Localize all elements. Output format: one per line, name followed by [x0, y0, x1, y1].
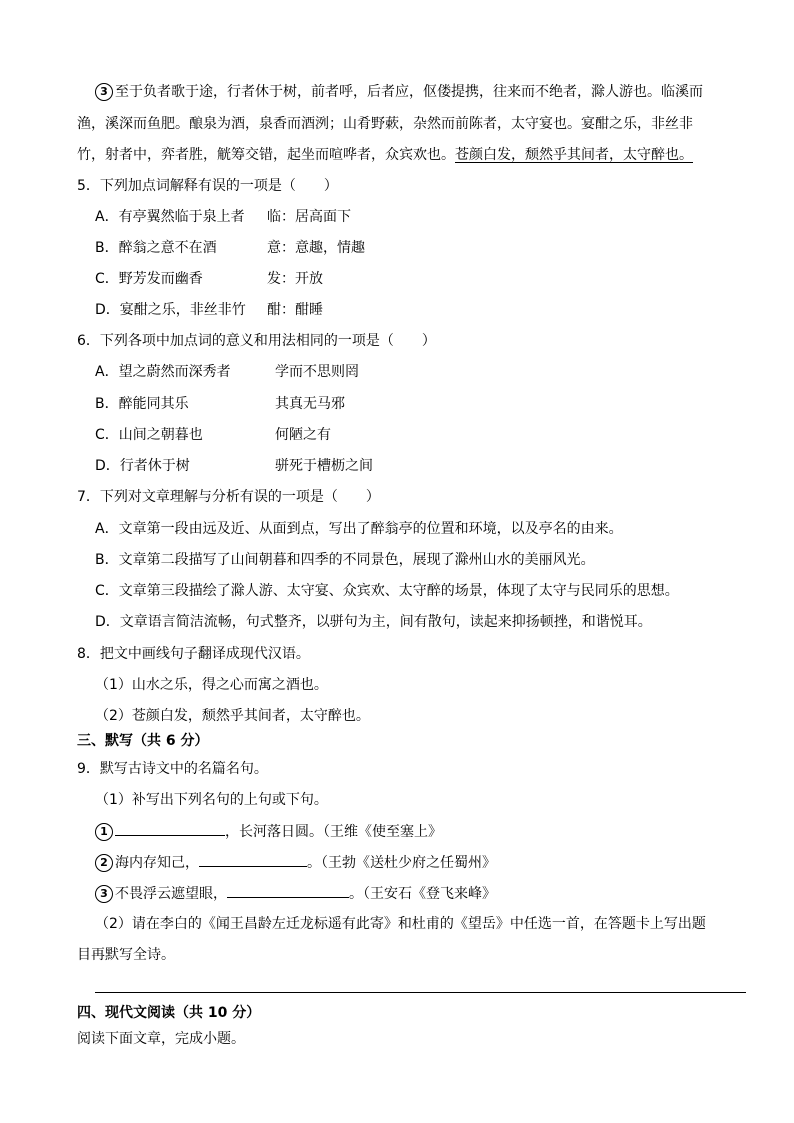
option-text: D．宴酣之乐，非丝非竹 [95, 302, 246, 318]
passage-text-1: 至于负者歌于途，行者休于树，前者呼，后者应，伛偻提携，往来而不绝者，滁人游也。临溪而 [115, 84, 703, 100]
blank-after-text: ，长河落日圆。（王维《使至塞上》 [225, 824, 442, 840]
section-divider [95, 992, 746, 993]
option-gloss: 酣：酣睡 [267, 302, 323, 318]
section4-instruction: 阅读下面文章，完成小题。 [77, 1031, 245, 1047]
q6-option-d [0, 456, 794, 476]
q7-stem: 7．下列对文章理解与分析有误的一项是（ ） [77, 489, 380, 505]
q6-option-b [0, 394, 794, 414]
option-gloss: 发：开放 [267, 271, 323, 287]
option-gloss: 骈死于槽枥之间 [275, 458, 373, 474]
option-text: B．醉翁之意不在酒 [95, 240, 217, 256]
answer-blank[interactable] [199, 852, 307, 867]
option-text: C．野芳发而幽香 [95, 271, 203, 287]
q6-stem: 6．下列各项中加点词的意义和用法相同的一项是（ ） [77, 333, 436, 349]
option-text: C．山间之朝暮也 [95, 427, 203, 443]
blank-marker: 1 [95, 823, 113, 841]
blank-marker: 3 [95, 885, 113, 903]
option-gloss: 何陋之有 [275, 427, 331, 443]
paragraph-marker: 3 [95, 83, 113, 101]
q7-option-c: C．文章第三段描绘了滁人游、太守宴、众宾欢、太守醉的场景，体现了太守与民同乐的思想。 [95, 583, 679, 599]
option-gloss: 意：意趣，情趣 [267, 240, 365, 256]
option-gloss: 临：居高面下 [267, 209, 351, 225]
q5-option-d [0, 300, 794, 320]
blank-before-text: 不畏浮云遮望眼， [115, 886, 227, 902]
fill-blank-1 [0, 821, 794, 842]
option-text: B．醉能同其乐 [95, 396, 189, 412]
fill-blank-3 [0, 883, 794, 904]
q5-option-c [0, 269, 794, 289]
passage-line-1 [0, 82, 794, 102]
option-text: D．行者休于树 [95, 458, 190, 474]
passage-line-3 [0, 145, 794, 165]
passage-line-2 [0, 114, 794, 134]
q8-stem: 8．把文中画线句子翻译成现代汉语。 [77, 646, 310, 662]
underlined-sentence: 苍颜白发，颓然乎其间者，太守醉也。 [455, 147, 693, 163]
q9-sub2-line1: （2）请在李白的《闻王昌龄左迁龙标遥有此寄》和杜甫的《望岳》中任选一首，在答题卡上写出题 [95, 916, 706, 932]
answer-blank[interactable] [227, 883, 349, 898]
q9-sub2-line2: 目再默写全诗。 [77, 947, 175, 963]
q8-item-1: （1）山水之乐，得之心而寓之酒也。 [95, 677, 328, 693]
option-gloss: 学而不思则罔 [275, 364, 359, 380]
passage-text-3: 竹，射者中，弈者胜，觥筹交错，起坐而喧哗者，众宾欢也。 [77, 147, 455, 163]
option-text: A．有亭翼然临于泉上者 [95, 209, 245, 225]
q6-option-c [0, 425, 794, 445]
q9-sub1: （1）补写出下列名句的上句或下句。 [95, 792, 328, 808]
option-gloss: 其真无马邪 [275, 396, 345, 412]
q9-stem: 9．默写古诗文中的名篇名句。 [77, 761, 268, 777]
passage-text-2: 渔，溪深而鱼肥。酿泉为酒，泉香而酒洌；山肴野蔌，杂然而前陈者，太守宴也。宴酣之乐，非丝非 [77, 116, 693, 132]
option-text: A．望之蔚然而深秀者 [95, 364, 231, 380]
blank-marker: 2 [95, 854, 113, 872]
q5-option-b [0, 238, 794, 258]
section4-heading: 四、现代文阅读（共 10 分） [77, 1005, 261, 1021]
q7-option-a: A．文章第一段由远及近、从面到点，写出了醉翁亭的位置和环境，以及亭名的由来。 [95, 521, 623, 537]
q5-stem: 5．下列加点词解释有误的一项是（ ） [77, 178, 338, 194]
blank-after-text: 。（王安石《登飞来峰》 [349, 886, 496, 902]
q6-option-a [0, 362, 794, 382]
q7-option-d: D．文章语言简洁流畅，句式整齐，以骈句为主，间有散句，读起来抑扬顿挫，和谐悦耳。 [95, 614, 652, 630]
q5-option-a [0, 207, 794, 227]
section3-heading: 三、默写（共 6 分） [77, 733, 209, 749]
q8-item-2: （2）苍颜白发，颓然乎其间者，太守醉也。 [95, 708, 370, 724]
answer-blank[interactable] [115, 821, 225, 836]
q7-option-b: B．文章第二段描写了山间朝暮和四季的不同景色，展现了滁州山水的美丽风光。 [95, 552, 595, 568]
blank-before-text: 海内存知己， [115, 855, 199, 871]
fill-blank-2 [0, 852, 794, 873]
blank-after-text: 。（王勃《送杜少府之任蜀州》 [307, 855, 496, 871]
